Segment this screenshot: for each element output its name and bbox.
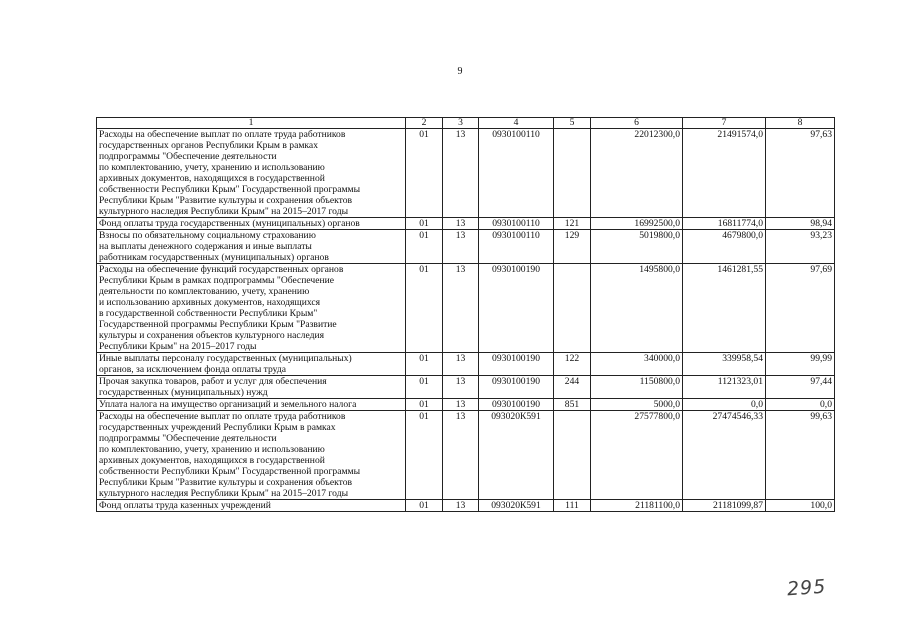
subsection-code: 13 bbox=[443, 353, 479, 376]
table-row bbox=[97, 353, 835, 376]
execution-percent: 97,69 bbox=[766, 264, 835, 353]
executed-amount: 4679800,0 bbox=[683, 230, 766, 264]
planned-amount: 340000,0 bbox=[591, 353, 683, 376]
planned-amount: 16992500,0 bbox=[591, 218, 683, 230]
executed-amount: 0,0 bbox=[683, 399, 766, 411]
expense-type-code bbox=[554, 264, 591, 353]
table-row bbox=[97, 376, 835, 399]
table-row bbox=[97, 399, 835, 411]
subsection-code: 13 bbox=[443, 399, 479, 411]
execution-percent: 97,63 bbox=[766, 129, 835, 218]
table-row bbox=[97, 218, 835, 230]
executed-amount: 1121323,01 bbox=[683, 376, 766, 399]
table-row bbox=[97, 500, 835, 512]
target-article-code: 0930100190 bbox=[479, 376, 554, 399]
col-header-3: 3 bbox=[443, 118, 479, 129]
planned-amount: 1495800,0 bbox=[591, 264, 683, 353]
target-article-code: 0930100190 bbox=[479, 399, 554, 411]
row-name: Расходы на обеспечение функций государственных органов Республики Крым в рамках подпрограммы "Обеспечение деятельности по комплектованию, учету, хранению и использованию архивных документов, находящихся в государственной собственности Республики Крым" Государственной программы Республики Крым "Развитие культуры и сохранения объектов культурного наследия Республики Крым" на 2015–2017 годы bbox=[97, 264, 406, 353]
subsection-code: 13 bbox=[443, 376, 479, 399]
executed-amount: 21181099,87 bbox=[683, 500, 766, 512]
col-header-8: 8 bbox=[766, 118, 835, 129]
col-header-7: 7 bbox=[683, 118, 766, 129]
expense-type-code: 111 bbox=[554, 500, 591, 512]
row-name: Расходы на обеспечение выплат по оплате труда работников государственных учреждений Республики Крым в рамках подпрограммы "Обеспечение деятельности по комплектованию, учету, хранению и использованию архивных документов, находящихся в государственной собственности Республики Крым" Государственной программы Республики Крым "Развитие культуры и сохранения объектов культурного наследия Республики Крым" на 2015–2017 годы bbox=[97, 411, 406, 500]
page-number: 9 bbox=[457, 66, 463, 77]
subsection-code: 13 bbox=[443, 264, 479, 353]
row-name: Прочая закупка товаров, работ и услуг для обеспечения государственных (муниципальных) нужд bbox=[97, 376, 406, 399]
execution-percent: 93,23 bbox=[766, 230, 835, 264]
col-header-2: 2 bbox=[406, 118, 443, 129]
expense-type-code: 122 bbox=[554, 353, 591, 376]
execution-percent: 100,0 bbox=[766, 500, 835, 512]
row-name: Фонд оплаты труда государственных (муниципальных) органов bbox=[97, 218, 406, 230]
section-code: 01 bbox=[406, 376, 443, 399]
table-row bbox=[97, 230, 835, 264]
planned-amount: 21181100,0 bbox=[591, 500, 683, 512]
table-row bbox=[97, 264, 835, 353]
table-row bbox=[97, 411, 835, 500]
handwritten-page-number: 295 bbox=[786, 575, 827, 601]
target-article-code: 0930100110 bbox=[479, 230, 554, 264]
expense-type-code: 121 bbox=[554, 218, 591, 230]
expense-type-code: 129 bbox=[554, 230, 591, 264]
executed-amount: 1461281,55 bbox=[683, 264, 766, 353]
row-name: Иные выплаты персоналу государственных (муниципальных) органов, за исключением фонда оплаты труда bbox=[97, 353, 406, 376]
col-header-5: 5 bbox=[554, 118, 591, 129]
target-article-code: 0930100190 bbox=[479, 264, 554, 353]
section-code: 01 bbox=[406, 411, 443, 500]
section-code: 01 bbox=[406, 218, 443, 230]
section-code: 01 bbox=[406, 399, 443, 411]
expense-type-code bbox=[554, 411, 591, 500]
target-article-code: 093020К591 bbox=[479, 411, 554, 500]
execution-percent: 0,0 bbox=[766, 399, 835, 411]
expense-type-code: 851 bbox=[554, 399, 591, 411]
section-code: 01 bbox=[406, 264, 443, 353]
planned-amount: 1150800,0 bbox=[591, 376, 683, 399]
executed-amount: 339958,54 bbox=[683, 353, 766, 376]
planned-amount: 22012300,0 bbox=[591, 129, 683, 218]
subsection-code: 13 bbox=[443, 500, 479, 512]
target-article-code: 0930100110 bbox=[479, 129, 554, 218]
execution-percent: 98,94 bbox=[766, 218, 835, 230]
target-article-code: 093020К591 bbox=[479, 500, 554, 512]
execution-percent: 97,44 bbox=[766, 376, 835, 399]
executed-amount: 21491574,0 bbox=[683, 129, 766, 218]
planned-amount: 5000,0 bbox=[591, 399, 683, 411]
planned-amount: 5019800,0 bbox=[591, 230, 683, 264]
section-code: 01 bbox=[406, 500, 443, 512]
col-header-6: 6 bbox=[591, 118, 683, 129]
execution-percent: 99,99 bbox=[766, 353, 835, 376]
row-name: Фонд оплаты труда казенных учреждений bbox=[97, 500, 406, 512]
table-row bbox=[97, 129, 835, 218]
col-header-1: 1 bbox=[97, 118, 406, 129]
executed-amount: 16811774,0 bbox=[683, 218, 766, 230]
target-article-code: 0930100190 bbox=[479, 353, 554, 376]
section-code: 01 bbox=[406, 353, 443, 376]
expense-type-code bbox=[554, 129, 591, 218]
row-name: Взносы по обязательному социальному страхованию на выплаты денежного содержания и иные выплаты работникам государственных (муниципальных) органов bbox=[97, 230, 406, 264]
executed-amount: 27474546,33 bbox=[683, 411, 766, 500]
subsection-code: 13 bbox=[443, 230, 479, 264]
section-code: 01 bbox=[406, 230, 443, 264]
header-row bbox=[97, 118, 835, 129]
budget-table bbox=[96, 117, 835, 512]
col-header-4: 4 bbox=[479, 118, 554, 129]
target-article-code: 0930100110 bbox=[479, 218, 554, 230]
planned-amount: 27577800,0 bbox=[591, 411, 683, 500]
subsection-code: 13 bbox=[443, 129, 479, 218]
row-name: Расходы на обеспечение выплат по оплате труда работников государственных органов Республики Крым в рамках подпрограммы "Обеспечение деятельности по комплектованию, учету, хранению и использованию архивных документов, находящихся в государственной собственности Республики Крым" Государственной программы Республики Крым "Развитие культуры и сохранения объектов культурного наследия Республики Крым" на 2015–2017 годы bbox=[97, 129, 406, 218]
subsection-code: 13 bbox=[443, 218, 479, 230]
expense-type-code: 244 bbox=[554, 376, 591, 399]
subsection-code: 13 bbox=[443, 411, 479, 500]
execution-percent: 99,63 bbox=[766, 411, 835, 500]
section-code: 01 bbox=[406, 129, 443, 218]
row-name: Уплата налога на имущество организаций и земельного налога bbox=[97, 399, 406, 411]
